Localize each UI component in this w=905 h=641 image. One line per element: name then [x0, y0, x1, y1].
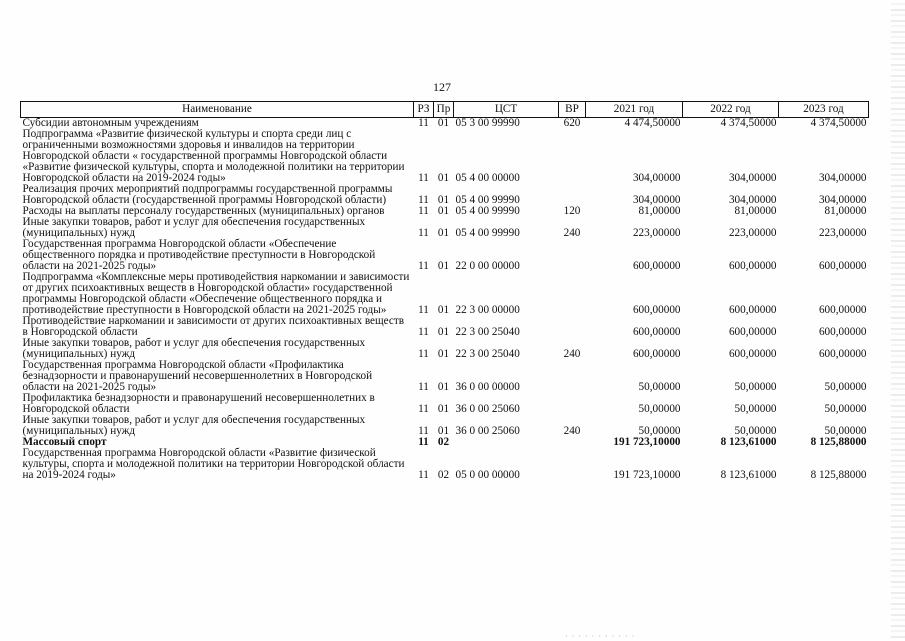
cell-rz: 11 — [418, 260, 429, 272]
cell-name: Массовый спорт — [22, 436, 107, 448]
cell-cst: 05 4 00 00000 — [455, 172, 520, 184]
cell-name: Подпрограмма «Развитие физической культуры и спорта среди лиц с ограниченными возможностями здоровья и инвалидов на территории Новгородской области « государственной программы Новгородской области «Развитие физической культуры, спорта и молодежной политики на территории Новгородской области на 2019-2024 годы» — [22, 128, 405, 184]
cell-rz: 11 — [418, 425, 429, 437]
cell-2022: 8 123,61000 — [720, 436, 777, 448]
cell-2023: 8 125,88000 — [810, 469, 867, 481]
cell-2023: 600,00000 — [818, 260, 867, 272]
cell-2021: 600,00000 — [632, 304, 681, 316]
cell-2022: 8 123,61000 — [720, 469, 777, 481]
cell-rz: 11 — [418, 304, 429, 316]
cell-cst: 05 4 00 99990 — [455, 227, 520, 239]
cell-vr — [559, 316, 586, 338]
cell-2021: 304,00000 — [632, 172, 681, 184]
cell-vr — [559, 448, 586, 481]
cell-cst: 36 0 00 25060 — [455, 403, 520, 415]
header-2022: 2022 год — [683, 102, 779, 118]
cell-2022: 600,00000 — [728, 326, 777, 338]
cell-cst: 05 4 00 99990 — [455, 205, 520, 217]
cell-name: Иные закупки товаров, работ и услуг для обеспечения государственных (муниципальных) нужд — [22, 337, 366, 360]
cell-vr: 240 — [563, 348, 581, 360]
table-row — [21, 360, 869, 393]
cell-2021: 223,00000 — [632, 227, 681, 239]
cell-pr: 01 — [437, 260, 450, 272]
cell-pr: 02 — [437, 469, 450, 481]
cell-2021: 50,00000 — [638, 403, 681, 415]
cell-rz: 11 — [418, 194, 429, 206]
cell-rz: 11 — [418, 403, 429, 415]
cell-pr: 02 — [437, 436, 450, 448]
cell-rz: 11 — [418, 348, 429, 360]
cell-name: Субсидии автономным учреждениям — [22, 117, 199, 129]
table-row — [21, 316, 869, 338]
cell-2022: 600,00000 — [728, 304, 777, 316]
cell-cst: 22 3 00 25040 — [455, 348, 520, 360]
header-vr: ВР — [559, 102, 586, 118]
cell-name: Профилактика безнадзорности и правонарушений несовершеннолетних в Новгородской области — [22, 392, 375, 415]
cell-2023: 600,00000 — [818, 326, 867, 338]
cell-pr: 01 — [437, 205, 450, 217]
cell-cst: 22 3 00 00000 — [455, 304, 520, 316]
cell-2023: 4 374,50000 — [810, 117, 867, 129]
header-pr: Пр — [434, 102, 454, 118]
table-row — [21, 217, 869, 239]
cell-vr — [559, 184, 586, 206]
cell-cst: 05 0 00 00000 — [455, 469, 520, 481]
cell-2021: 600,00000 — [632, 326, 681, 338]
cell-pr: 01 — [437, 304, 450, 316]
cell-rz: 11 — [418, 172, 429, 184]
cell-2023: 304,00000 — [818, 172, 867, 184]
cell-cst: 36 0 00 25060 — [455, 425, 520, 437]
cell-rz: 11 — [418, 469, 429, 481]
cell-name: Реализация прочих мероприятий подпрограммы государственной программы Новгородской области (государственной программы Новгородской области) — [22, 183, 393, 206]
cell-2021: 81,00000 — [638, 205, 681, 217]
cell-vr — [559, 393, 586, 415]
cell-2023: 50,00000 — [824, 381, 867, 393]
cell-rz: 11 — [418, 326, 429, 338]
cell-rz: 11 — [418, 381, 429, 393]
cell-2023: 50,00000 — [824, 425, 867, 437]
cell-vr — [559, 129, 586, 184]
cell-vr: 240 — [563, 425, 581, 437]
cell-pr: 01 — [437, 117, 450, 129]
cell-2022: 600,00000 — [728, 260, 777, 272]
cell-2021: 191 723,10000 — [613, 469, 681, 481]
cell-2022: 50,00000 — [734, 381, 777, 393]
cell-name: Государственная программа Новгородской области «Обеспечение общественного порядка и противодействие преступности в Новгородской области на 2021-2025 годы» — [22, 238, 376, 272]
table-row — [21, 129, 869, 184]
cell-name: Подпрограмма «Комплексные меры противодействия наркомании и зависимости от других психоактивных веществ в Новгородской области» государственной программы Новгородской области «Обеспечение общественного порядка и противодействие преступности в Новгородской области на 2021-2025 годы» — [22, 271, 410, 316]
table-row — [21, 272, 869, 316]
cell-2022: 50,00000 — [734, 403, 777, 415]
cell-2022: 304,00000 — [728, 194, 777, 206]
cell-vr — [559, 437, 586, 448]
header-rz: РЗ — [414, 102, 434, 118]
cell-vr — [559, 239, 586, 272]
cell-2021: 304,00000 — [632, 194, 681, 206]
cell-pr: 01 — [437, 172, 450, 184]
table-row — [21, 239, 869, 272]
cell-2023: 600,00000 — [818, 304, 867, 316]
cell-cst: 05 4 00 99990 — [455, 194, 520, 206]
table-row — [21, 393, 869, 415]
cell-2022: 304,00000 — [728, 172, 777, 184]
cell-pr: 01 — [437, 425, 450, 437]
cell-2023: 304,00000 — [818, 194, 867, 206]
table-row — [21, 338, 869, 360]
cell-name: Расходы на выплаты персоналу государственных (муниципальных) органов — [22, 205, 385, 217]
cell-rz: 11 — [418, 436, 429, 448]
cell-name: Противодействие наркомании и зависимости от других психоактивных веществ в Новгородской области — [22, 315, 405, 338]
header-cst: ЦСТ — [454, 102, 559, 118]
page-number: 127 — [433, 80, 451, 94]
cell-rz: 11 — [418, 117, 429, 129]
cell-2021: 50,00000 — [638, 381, 681, 393]
cell-2022: 81,00000 — [734, 205, 777, 217]
cell-pr: 01 — [437, 403, 450, 415]
table-row — [21, 184, 869, 206]
cell-2021: 191 723,10000 — [613, 436, 681, 448]
cell-name: Государственная программа Новгородской области «Профилактика безнадзорности и правонарушений несовершеннолетних в Новгородской области на 2021-2025 годы» — [22, 359, 373, 393]
cell-2022: 4 374,50000 — [720, 117, 777, 129]
table-header-row — [21, 102, 869, 118]
cell-2023: 50,00000 — [824, 403, 867, 415]
cell-pr: 01 — [437, 227, 450, 239]
cell-2022: 50,00000 — [734, 425, 777, 437]
budget-table — [20, 101, 869, 481]
cell-pr: 01 — [437, 326, 450, 338]
cell-pr: 01 — [437, 381, 450, 393]
scan-noise: · · · · · · · · · · · — [565, 632, 636, 641]
header-2023: 2023 год — [779, 102, 869, 118]
cell-2023: 8 125,88000 — [810, 436, 867, 448]
cell-2023: 81,00000 — [824, 205, 867, 217]
cell-vr: 120 — [563, 205, 581, 217]
cell-vr: 620 — [563, 117, 581, 129]
cell-2021: 4 474,50000 — [624, 117, 681, 129]
table-row — [21, 415, 869, 437]
cell-cst: 22 0 00 00000 — [455, 260, 520, 272]
cell-rz: 11 — [418, 227, 429, 239]
scan-edge-artifact — [891, 0, 905, 640]
cell-2021: 600,00000 — [632, 260, 681, 272]
header-2021: 2021 год — [586, 102, 683, 118]
cell-rz: 11 — [418, 205, 429, 217]
cell-2023: 223,00000 — [818, 227, 867, 239]
table-body — [21, 118, 869, 482]
cell-vr — [559, 272, 586, 316]
cell-vr: 240 — [563, 227, 581, 239]
cell-pr: 01 — [437, 194, 450, 206]
cell-vr — [559, 360, 586, 393]
cell-2022: 223,00000 — [728, 227, 777, 239]
cell-cst: 05 3 00 99990 — [455, 117, 520, 129]
cell-2022: 600,00000 — [728, 348, 777, 360]
cell-cst: 22 3 00 25040 — [455, 326, 520, 338]
cell-pr: 01 — [437, 348, 450, 360]
table-row — [21, 448, 869, 481]
cell-2021: 600,00000 — [632, 348, 681, 360]
cell-cst: 36 0 00 00000 — [455, 381, 520, 393]
cell-2021: 50,00000 — [638, 425, 681, 437]
header-name: Наименование — [21, 102, 414, 118]
cell-name: Иные закупки товаров, работ и услуг для обеспечения государственных (муниципальных) нужд — [22, 216, 366, 239]
cell-name: Государственная программа Новгородской области «Развитие физической культуры, спорта и молодежной политики на территории Новгородской области на 2019-2024 годы» — [22, 447, 405, 481]
cell-2023: 600,00000 — [818, 348, 867, 360]
cell-cst — [454, 437, 559, 448]
cell-name: Иные закупки товаров, работ и услуг для обеспечения государственных (муниципальных) нужд — [22, 414, 366, 437]
